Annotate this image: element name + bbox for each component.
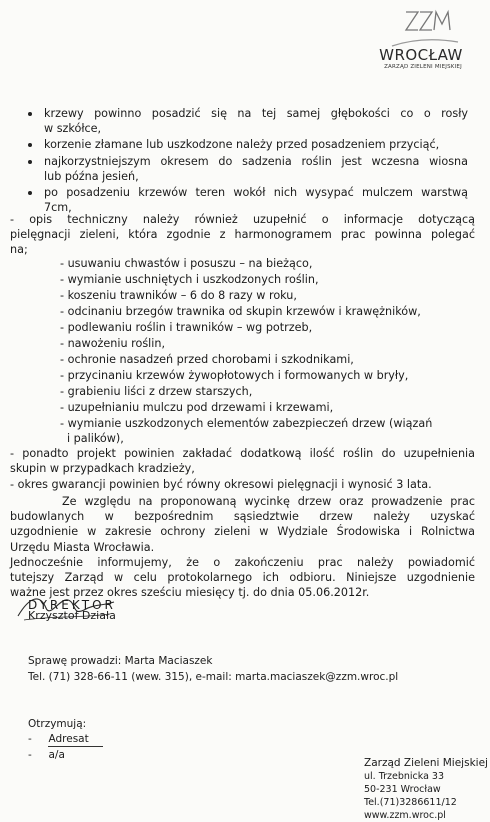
handler-contact: Tel. (71) 328-66-11 (wew. 315), e-mail: marta.maciaszek@zzm.wroc.pl: [28, 671, 399, 683]
care-item: i palików),: [67, 432, 124, 445]
zzm-logo-mark: [362, 6, 480, 50]
logo-city: WROCŁAW: [379, 46, 463, 64]
care-item: - uzupełnianiu mulczu pod drzewami i krzewami,: [60, 401, 334, 414]
signature-title: DYREKTOR: [28, 598, 116, 612]
zzm-logo: [362, 6, 480, 74]
footer-org: Zarząd Zieleni Miejskiej: [364, 757, 488, 769]
care-item: - ochronie nasadzeń przed chorobami i szkodnikami,: [60, 353, 354, 366]
care-item: - wymianie uschniętych i uszkodzonych roślin,: [60, 273, 319, 286]
care-item: - przycinaniu krzewów żywopłotowych i formowanych w bryły,: [60, 369, 409, 382]
care-item: - nawożeniu roślin,: [60, 337, 166, 350]
footer-street: ul. Trzebnicka 33: [364, 771, 445, 782]
footer-address: [364, 757, 488, 822]
signature-name: Krzysztof Działa: [28, 609, 116, 622]
bullet-dot: [28, 160, 32, 164]
bullet-dot: [28, 191, 32, 195]
care-item: - usuwaniu chwastów i posuszu – na bieżąco,: [60, 257, 313, 270]
bullet-text: korzenie złamane lub uszkodzone należy przed posadzeniem przyciąć,: [44, 138, 440, 151]
logo-subtitle: ZARZĄD ZIELENI MIEJSKIEJ: [384, 64, 462, 70]
bullet-text: najkorzystniejszym okresem do sadzenia roślin jest wczesna wiosna lub późna jesień,: [44, 155, 468, 184]
bullet-text: krzewy powinno posadzić się na tej samej głębokości co o rosły w szkółce,: [44, 107, 468, 136]
care-item: - podlewaniu roślin i trawników – wg potrzeb,: [60, 321, 313, 334]
care-item: - odcinaniu brzegów trawnika od skupin krzewów i krawężników,: [60, 305, 421, 318]
footer-city: 50-231 Wrocław: [364, 784, 441, 795]
technical-description: - opis techniczny należy również uzupełnić o informacje dotyczącą pielęgnacji zieleni, która zgodnie z harmonogramem prac powinna polegać na;: [10, 213, 475, 257]
recipient-item: - a/a: [28, 749, 65, 761]
recipient-item: - Adresat: [28, 732, 103, 747]
additional-plants: - ponadto projekt powinien zakładać dodatkową ilość roślin do uzupełnienia skupin w przypadkach kradzieży,: [10, 447, 475, 476]
body-paragraph: Ze względu na proponowaną wycinkę drzew oraz prowadzenie prac budowlanych w bezpośrednim sąsiedztwie drzew należy uzyskać uzgodnienie w zakresie ochrony zieleni w Wydziale Środowiska i Rolnictwa Urzędu Miasta Wrocławia.: [10, 495, 475, 554]
warranty-line: - okres gwarancji powinien być równy okresowi pielęgnacji i wynosić 3 lata.: [10, 478, 432, 491]
bullet-text: po posadzeniu krzewów teren wokół nich wysypać mulczem warstwą 7cm,: [44, 186, 468, 215]
footer-phone: Tel.(71)3286611/12: [364, 797, 457, 808]
handler-label: Sprawę prowadzi: Marta Maciaszek: [28, 655, 213, 667]
care-item: - grabieniu liści z drzew starszych,: [60, 385, 253, 398]
care-item: - koszeniu trawników – 6 do 8 razy w roku,: [60, 289, 297, 302]
closing-paragraph: Jednocześnie informujemy, że o zakończeniu prac należy powiadomić tutejszy Zarząd w celu protokolarnego ich odbioru. Niniejsze uzgodnienie ważne jest przez okres sześciu miesięcy tj. do dnia 05.06.2012r.: [10, 556, 475, 600]
bullet-dot: [28, 143, 32, 147]
bullet-dot: [28, 112, 32, 116]
recipients-label: Otrzymują:: [28, 718, 87, 730]
care-item: - wymianie uszkodzonych elementów zabezpieczeń drzew (wiązań: [60, 417, 433, 430]
footer-web: www.zzm.wroc.pl: [364, 810, 446, 821]
signature-block: [28, 598, 116, 622]
